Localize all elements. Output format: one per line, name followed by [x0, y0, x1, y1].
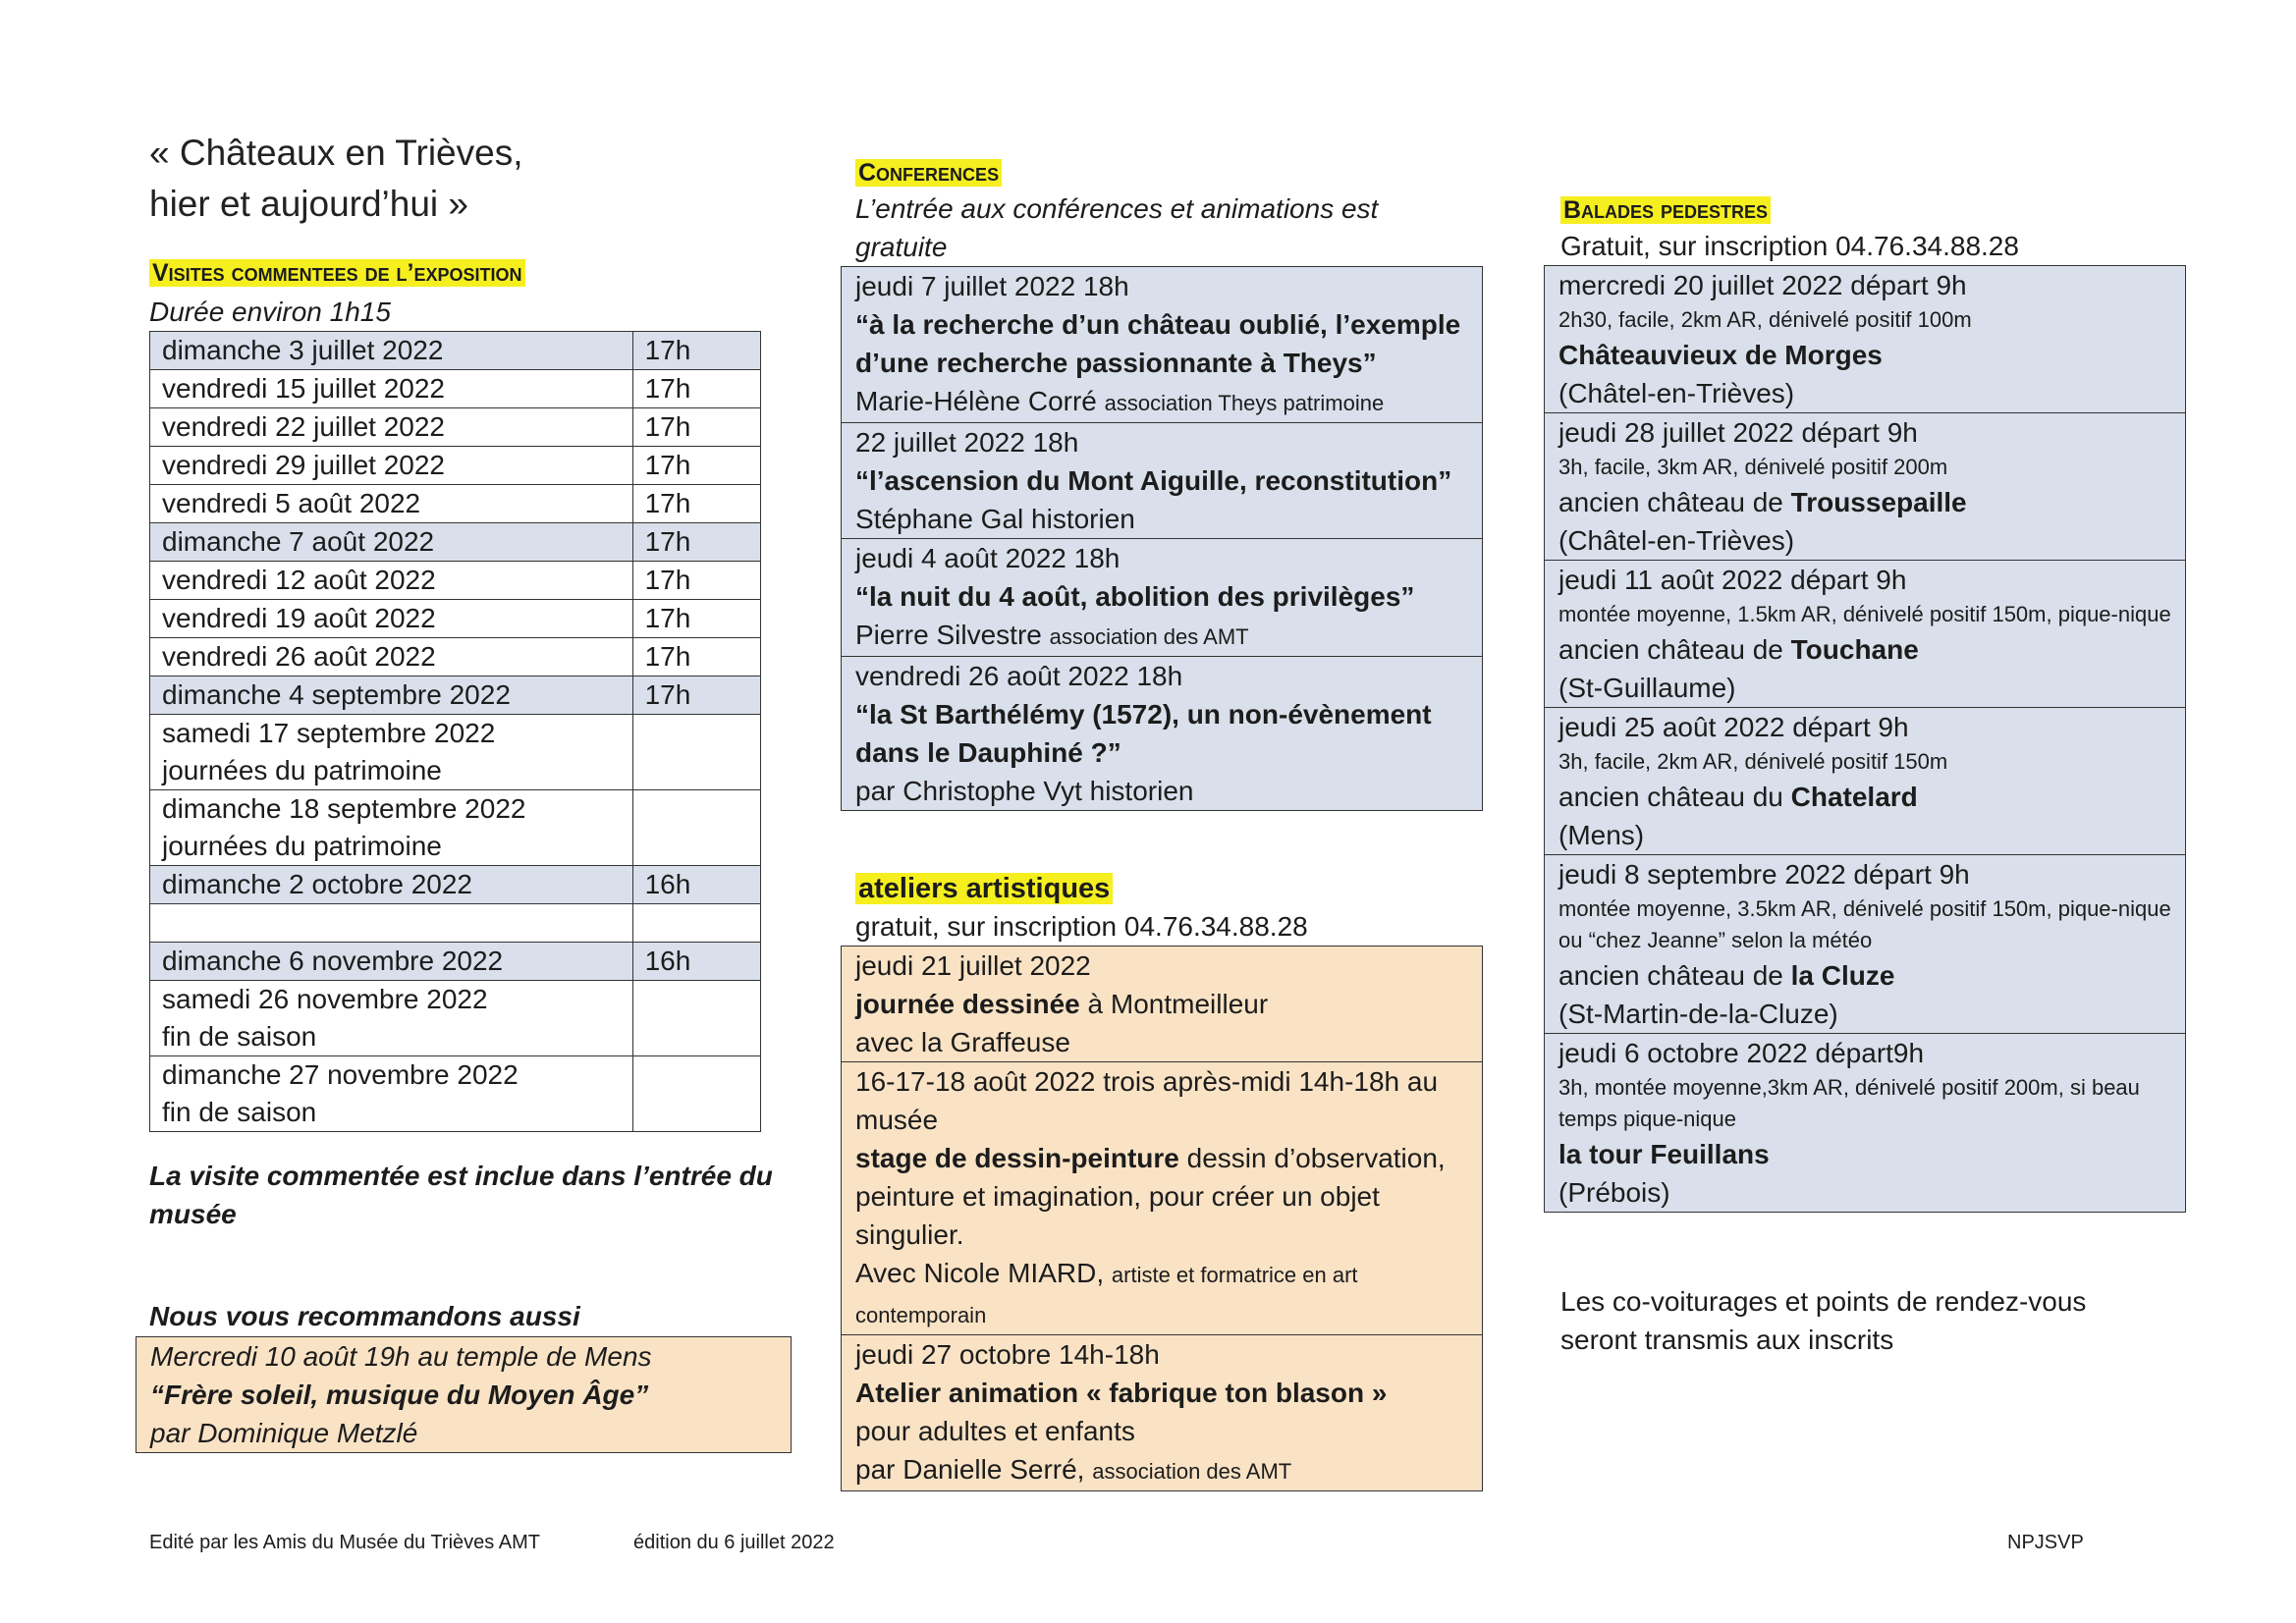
visite-time: [632, 981, 760, 1056]
balade-destination: [1558, 956, 2171, 995]
conference-item: [842, 267, 1482, 422]
visite-date-cell: [150, 370, 633, 408]
balade-place: (St-Guillaume): [1558, 673, 1736, 703]
visite-row: [150, 904, 761, 943]
conferences-subtitle: L’entrée aux conférences et animations est gratuite: [855, 193, 1379, 262]
balade-date: jeudi 28 juillet 2022 départ 9h: [1558, 417, 1918, 448]
balade-place: (St-Martin-de-la-Cluze): [1558, 999, 1838, 1029]
visite-date: dimanche 4 septembre 2022: [162, 679, 511, 710]
balade-name: Chatelard: [1790, 782, 1918, 812]
conference-date: jeudi 4 août 2022 18h: [855, 543, 1121, 573]
conference-title: “l’ascension du Mont Aiguille, reconstitution”: [855, 465, 1452, 496]
footer-edited-by: Edité par les Amis du Musée du Trièves AMT: [149, 1532, 540, 1553]
conference-item: [842, 656, 1482, 810]
visite-date: samedi 26 novembre 2022: [162, 984, 488, 1014]
atelier-details: dessin d’observation, peinture et imagination, pour créer un objet singulier.: [855, 1143, 1446, 1250]
balade-destination: [1558, 630, 2171, 669]
recommend-line-2: “Frère soleil, musique du Moyen Âge”: [150, 1380, 649, 1410]
recommend-box: [136, 1336, 792, 1453]
conference-title: “la nuit du 4 août, abolition des privilèges”: [855, 581, 1415, 612]
atelier-item: [842, 1334, 1482, 1490]
balade-detail: 3h, montée moyenne,3km AR, dénivelé positif 200m, si beau temps pique-nique: [1558, 1075, 2140, 1131]
conference-speaker: Stéphane Gal historien: [855, 504, 1135, 534]
visite-time: 17h: [632, 332, 760, 370]
ateliers-list: [841, 946, 1483, 1491]
atelier-date: 16-17-18 août 2022 trois après-midi 14h-18h au musée: [855, 1066, 1439, 1135]
visite-date-note: journées du patrimoine: [162, 755, 442, 785]
conference-date: vendredi 26 août 2022 18h: [855, 661, 1183, 691]
balades-subtitle: Gratuit, sur inscription 04.76.34.88.28: [1560, 231, 2019, 261]
balade-detail: montée moyenne, 3.5km AR, dénivelé positif 150m, pique-nique ou “chez Jeanne” selon la météo: [1558, 896, 2171, 952]
visite-date-note: fin de saison: [162, 1097, 317, 1127]
visite-date-cell: [150, 790, 633, 866]
visite-row: [150, 600, 761, 638]
balade-detail: 2h30, facile, 2km AR, dénivelé positif 100m: [1558, 307, 1972, 332]
visite-date-cell: [150, 904, 633, 943]
visite-date: dimanche 18 septembre 2022: [162, 793, 526, 824]
visite-date-cell: [150, 332, 633, 370]
balade-date: jeudi 8 septembre 2022 départ 9h: [1558, 859, 1970, 890]
balade-destination: [1558, 483, 2171, 521]
balade-date: jeudi 11 août 2022 départ 9h: [1558, 565, 1907, 595]
atelier-title: Atelier animation « fabrique ton blason »: [855, 1378, 1388, 1408]
visites-heading-text: Visites commentees de l’exposition: [149, 259, 525, 287]
page-title: [149, 128, 523, 230]
atelier-speaker-line: [855, 1450, 1468, 1490]
visite-time: 17h: [632, 600, 760, 638]
footer-code: NPJSVP: [2007, 1532, 2084, 1553]
balade-detail: 3h, facile, 2km AR, dénivelé positif 150m: [1558, 749, 1948, 774]
visite-row: [150, 485, 761, 523]
atelier-title: stage de dessin-peinture: [855, 1143, 1179, 1173]
balade-prefix: ancien château de: [1558, 487, 1791, 517]
visite-time: [632, 790, 760, 866]
visite-time: 16h: [632, 866, 760, 904]
visite-time: 16h: [632, 943, 760, 981]
atelier-title: journée dessinée: [855, 989, 1080, 1019]
visite-date: vendredi 5 août 2022: [162, 488, 421, 518]
visite-row: [150, 866, 761, 904]
visite-row: [150, 715, 761, 790]
atelier-date: jeudi 27 octobre 14h-18h: [855, 1339, 1160, 1370]
visite-date: vendredi 15 juillet 2022: [162, 373, 445, 404]
ateliers-heading-text: ateliers artistiques: [855, 873, 1113, 904]
conference-speaker-line: [855, 382, 1468, 422]
balade-item: [1545, 1033, 2185, 1212]
visite-date-cell: [150, 676, 633, 715]
visite-date-cell: [150, 600, 633, 638]
visite-row: [150, 790, 761, 866]
conference-item: [842, 538, 1482, 656]
balade-prefix: ancien château de: [1558, 960, 1791, 991]
conferences-heading-text: Conferences: [855, 159, 1002, 187]
balades-list: [1544, 265, 2186, 1213]
visite-row: [150, 447, 761, 485]
balade-name: la tour Feuillans: [1558, 1139, 1770, 1169]
balade-item: [1545, 412, 2185, 560]
visite-time: 17h: [632, 370, 760, 408]
visites-note: La visite commentée est inclue dans l’entrée du musée: [149, 1161, 773, 1229]
visite-time: 17h: [632, 638, 760, 676]
balade-place: (Prébois): [1558, 1177, 1670, 1208]
page-title-line-1: « Châteaux en Trièves,: [149, 133, 523, 173]
visite-date: dimanche 27 novembre 2022: [162, 1059, 519, 1090]
atelier-title-line: [855, 985, 1468, 1023]
conference-speaker-line: [855, 616, 1468, 656]
visite-date-cell: [150, 866, 633, 904]
conference-speaker: Marie-Hélène Corré: [855, 386, 1097, 416]
atelier-speaker: par Danielle Serré,: [855, 1454, 1085, 1485]
visite-date-cell: [150, 447, 633, 485]
balade-item: [1545, 854, 2185, 1033]
balades-heading: [1560, 194, 1771, 226]
visite-time: 17h: [632, 485, 760, 523]
balade-detail: montée moyenne, 1.5km AR, dénivelé positif 150m, pique-nique: [1558, 602, 2171, 626]
balade-place: (Châtel-en-Trièves): [1558, 378, 1795, 408]
footer-edition-date: édition du 6 juillet 2022: [633, 1532, 835, 1553]
visite-time: 17h: [632, 447, 760, 485]
visite-date-cell: [150, 523, 633, 562]
visite-row: [150, 943, 761, 981]
atelier-affiliation: artiste et formatrice en art contemporain: [855, 1263, 1358, 1327]
visite-time: [632, 904, 760, 943]
visite-date: vendredi 19 août 2022: [162, 603, 436, 633]
atelier-speaker: Avec Nicole MIARD,: [855, 1258, 1105, 1288]
balades-heading-text: Balades pedestres: [1560, 196, 1771, 224]
visite-date-cell: [150, 1056, 633, 1132]
balades-note: Les co-voiturages et points de rendez-vous seront transmis aux inscrits: [1560, 1286, 2087, 1355]
balade-destination: [1558, 778, 2171, 816]
balade-detail: 3h, facile, 3km AR, dénivelé positif 200m: [1558, 455, 1948, 479]
balade-place: (Châtel-en-Trièves): [1558, 525, 1795, 556]
visite-date-note: fin de saison: [162, 1021, 317, 1052]
conference-title: “à la recherche d’un château oublié, l’exemple d’une recherche passionnante à Theys”: [855, 309, 1461, 378]
page-title-line-2: hier et aujourd’hui »: [149, 184, 468, 224]
visite-date: vendredi 22 juillet 2022: [162, 411, 445, 442]
conference-speaker: par Christophe Vyt historien: [855, 776, 1194, 806]
balade-prefix: ancien château de: [1558, 634, 1791, 665]
conference-affiliation: association Theys patrimoine: [1104, 391, 1385, 415]
balade-destination: [1558, 336, 2171, 374]
balade-item: [1545, 560, 2185, 707]
visite-date-cell: [150, 562, 633, 600]
visites-heading: [149, 257, 525, 289]
atelier-description: [855, 1139, 1468, 1254]
visite-date-cell: [150, 638, 633, 676]
balade-date: jeudi 6 octobre 2022 départ9h: [1558, 1038, 1925, 1068]
balade-destination: [1558, 1135, 2171, 1173]
visite-time: 17h: [632, 523, 760, 562]
atelier-item: [842, 1061, 1482, 1334]
visite-date-cell: [150, 485, 633, 523]
conferences-heading: [855, 157, 1002, 189]
visite-row: [150, 523, 761, 562]
visite-date: vendredi 12 août 2022: [162, 565, 436, 595]
visite-row: [150, 332, 761, 370]
visites-subtitle: Durée environ 1h15: [149, 297, 391, 327]
visite-time: 17h: [632, 676, 760, 715]
conference-speaker: Pierre Silvestre: [855, 620, 1042, 650]
conferences-list: [841, 266, 1483, 811]
balade-item: [1545, 266, 2185, 412]
recommend-line-1: Mercredi 10 août 19h au temple de Mens: [150, 1341, 652, 1372]
recommend-heading: Nous vous recommandons aussi: [149, 1301, 580, 1331]
visite-date-cell: [150, 943, 633, 981]
ateliers-heading: [855, 871, 1113, 906]
conference-affiliation: association des AMT: [1049, 624, 1249, 649]
conference-item: [842, 422, 1482, 538]
visite-date: dimanche 3 juillet 2022: [162, 335, 444, 365]
visite-time: [632, 1056, 760, 1132]
conference-date: 22 juillet 2022 18h: [855, 427, 1079, 458]
visite-time: 17h: [632, 562, 760, 600]
visite-date-cell: [150, 408, 633, 447]
balade-name: la Cluze: [1790, 960, 1895, 991]
visite-row: [150, 638, 761, 676]
visite-time: [632, 715, 760, 790]
visite-date: dimanche 7 août 2022: [162, 526, 435, 557]
conference-title: “la St Barthélémy (1572), un non-évènement dans le Dauphiné ?”: [855, 699, 1432, 768]
visite-row: [150, 408, 761, 447]
visite-row: [150, 981, 761, 1056]
visite-date-cell: [150, 715, 633, 790]
visite-date: vendredi 29 juillet 2022: [162, 450, 445, 480]
recommend-line-3: par Dominique Metzlé: [150, 1418, 418, 1448]
conference-date: jeudi 7 juillet 2022 18h: [855, 271, 1129, 301]
balade-date: jeudi 25 août 2022 départ 9h: [1558, 712, 1909, 742]
visite-date: dimanche 6 novembre 2022: [162, 946, 504, 976]
atelier-location: à Montmeilleur: [1079, 989, 1269, 1019]
visite-date-cell: [150, 981, 633, 1056]
atelier-item: [842, 947, 1482, 1061]
atelier-affiliation: association des AMT: [1092, 1459, 1292, 1484]
visite-row: [150, 562, 761, 600]
visite-date: samedi 17 septembre 2022: [162, 718, 496, 748]
visite-row: [150, 676, 761, 715]
atelier-host: avec la Graffeuse: [855, 1027, 1070, 1057]
balade-place: (Mens): [1558, 820, 1645, 850]
ateliers-subtitle: gratuit, sur inscription 04.76.34.88.28: [855, 911, 1308, 942]
balade-name: Châteauvieux de Morges: [1558, 340, 1883, 370]
visite-date: dimanche 2 octobre 2022: [162, 869, 472, 899]
visites-table: [149, 331, 761, 1132]
atelier-audience: pour adultes et enfants: [855, 1416, 1135, 1446]
visite-row: [150, 370, 761, 408]
balade-date: mercredi 20 juillet 2022 départ 9h: [1558, 270, 1967, 300]
visite-row: [150, 1056, 761, 1132]
atelier-date: jeudi 21 juillet 2022: [855, 950, 1091, 981]
balade-prefix: ancien château du: [1558, 782, 1791, 812]
balade-name: Touchane: [1790, 634, 1919, 665]
atelier-speaker-line: [855, 1254, 1468, 1334]
visite-date: vendredi 26 août 2022: [162, 641, 436, 672]
balade-item: [1545, 707, 2185, 854]
visite-time: 17h: [632, 408, 760, 447]
visite-date-note: journées du patrimoine: [162, 831, 442, 861]
balade-name: Troussepaille: [1790, 487, 1967, 517]
